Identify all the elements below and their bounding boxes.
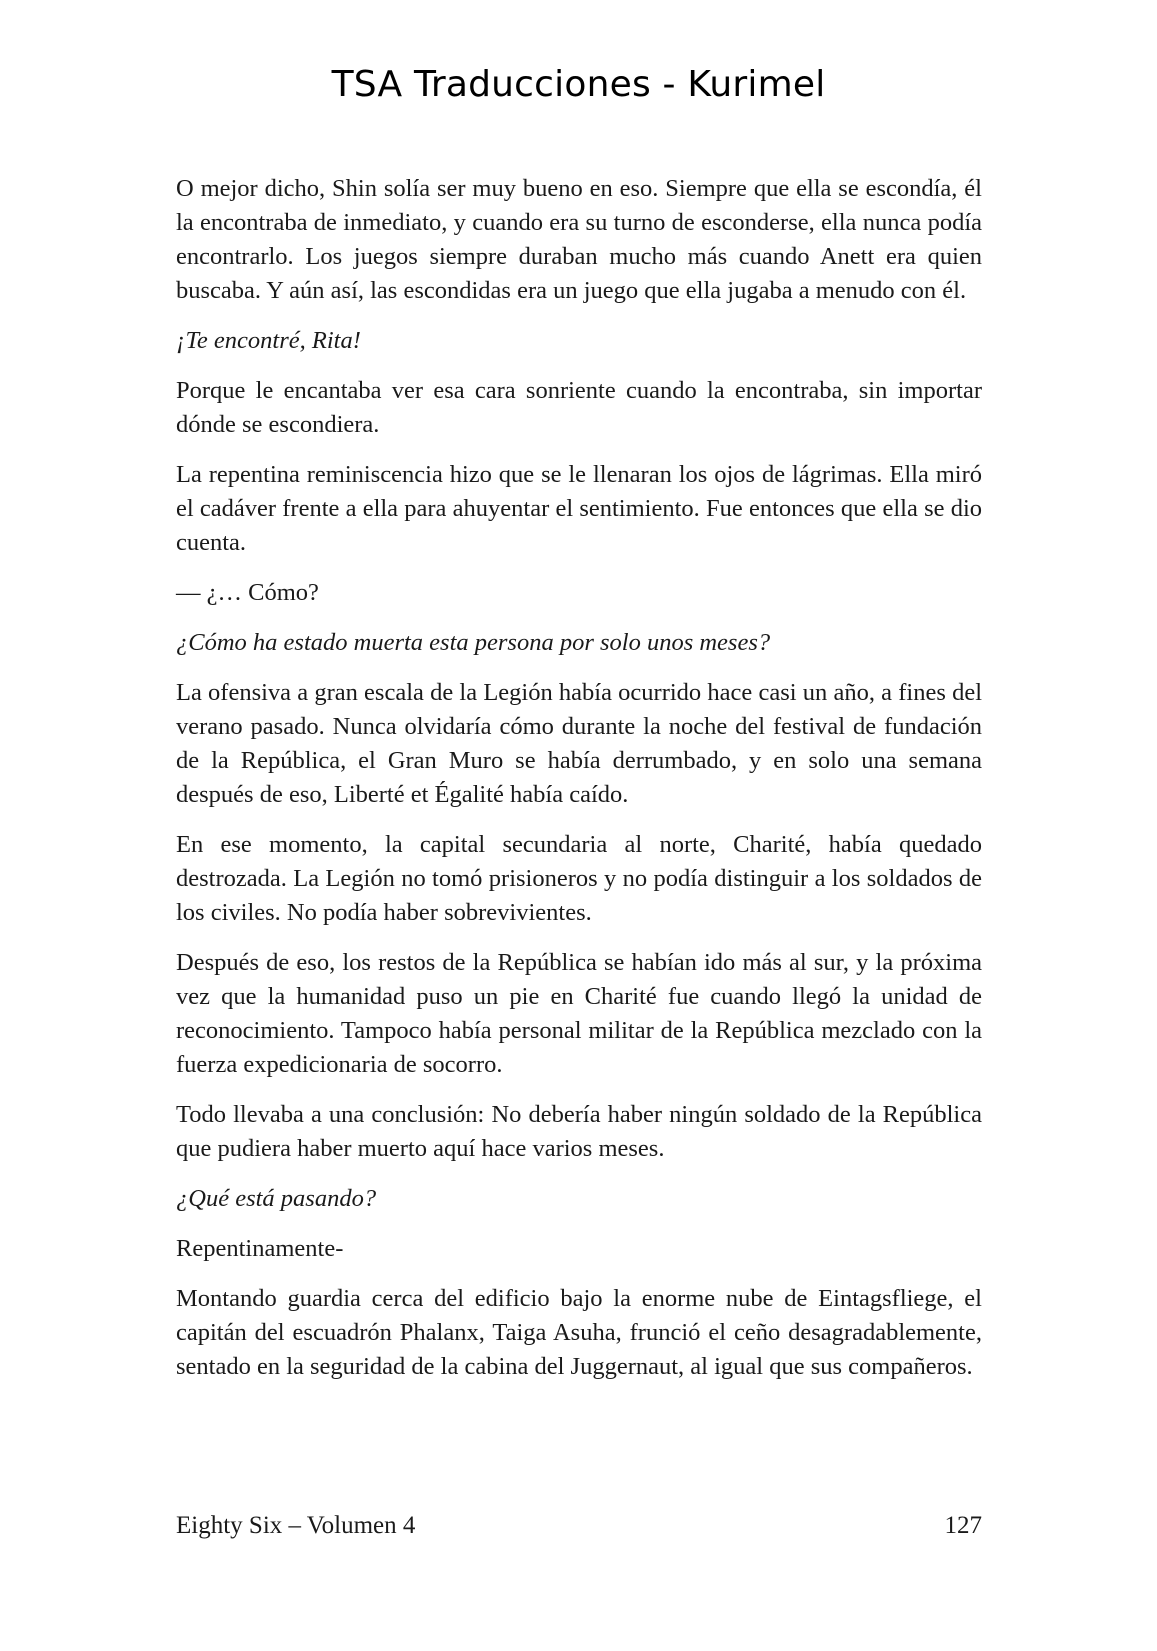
paragraph: O mejor dicho, Shin solía ser muy bueno en eso. Siempre que ella se escondía, él la encontraba de inmediato, y cuando era su turno de esconderse, ella nunca podía encontrarlo. Los juegos siempre duraban mucho más cuando Anett era quien buscaba. Y aún así, las escondidas era un juego que ella jugaba a menudo con él. <box>176 175 982 304</box>
italic-thought: ¿Qué está pasando? <box>176 1185 377 1212</box>
paragraph: En ese momento, la capital secundaria al norte, Charité, había quedado destrozada. La Legión no tomó prisioneros y no podía distinguir a los soldados de los civiles. No podía haber sobrevivientes. <box>176 831 982 926</box>
footer-book-title: Eighty Six – Volumen 4 <box>176 1512 416 1539</box>
italic-thought: ¡Te encontré, Rita! <box>176 327 361 354</box>
page-footer <box>176 1512 982 1540</box>
paragraph: Después de eso, los restos de la República se habían ido más al sur, y la próxima vez que la humanidad puso un pie en Charité fue cuando llegó la unidad de reconocimiento. Tampoco había personal militar de la República mezclado con la fuerza expedicionaria de socorro. <box>176 949 982 1078</box>
dialogue-line: — ¿… Cómo? <box>176 579 319 606</box>
paragraph: Todo llevaba a una conclusión: No debería haber ningún soldado de la República que pudiera haber muerto aquí hace varios meses. <box>176 1101 982 1162</box>
paragraph: Repentinamente- <box>176 1235 344 1262</box>
body-text <box>176 172 982 1400</box>
italic-thought: ¿Cómo ha estado muerta esta persona por solo unos meses? <box>176 629 771 656</box>
paragraph: La repentina reminiscencia hizo que se le llenaran los ojos de lágrimas. Ella miró el cadáver frente a ella para ahuyentar el sentimiento. Fue entonces que ella se dio cuenta. <box>176 461 982 556</box>
footer-page-number: 127 <box>944 1512 982 1539</box>
paragraph: Montando guardia cerca del edificio bajo la enorme nube de Eintagsfliege, el capitán del escuadrón Phalanx, Taiga Asuha, frunció el ceño desagradablemente, sentado en la seguridad de la cabina del Juggernaut, al igual que sus compañeros. <box>176 1285 982 1380</box>
paragraph: Porque le encantaba ver esa cara sonriente cuando la encontraba, sin importar dónde se escondiera. <box>176 377 982 438</box>
paragraph: La ofensiva a gran escala de la Legión había ocurrido hace casi un año, a fines del verano pasado. Nunca olvidaría cómo durante la noche del festival de fundación de la República, el Gran Muro se había derrumbado, y en solo una semana después de eso, Liberté et Égalité había caído. <box>176 679 982 808</box>
page-header: TSA Traducciones - Kurimel <box>331 64 826 105</box>
